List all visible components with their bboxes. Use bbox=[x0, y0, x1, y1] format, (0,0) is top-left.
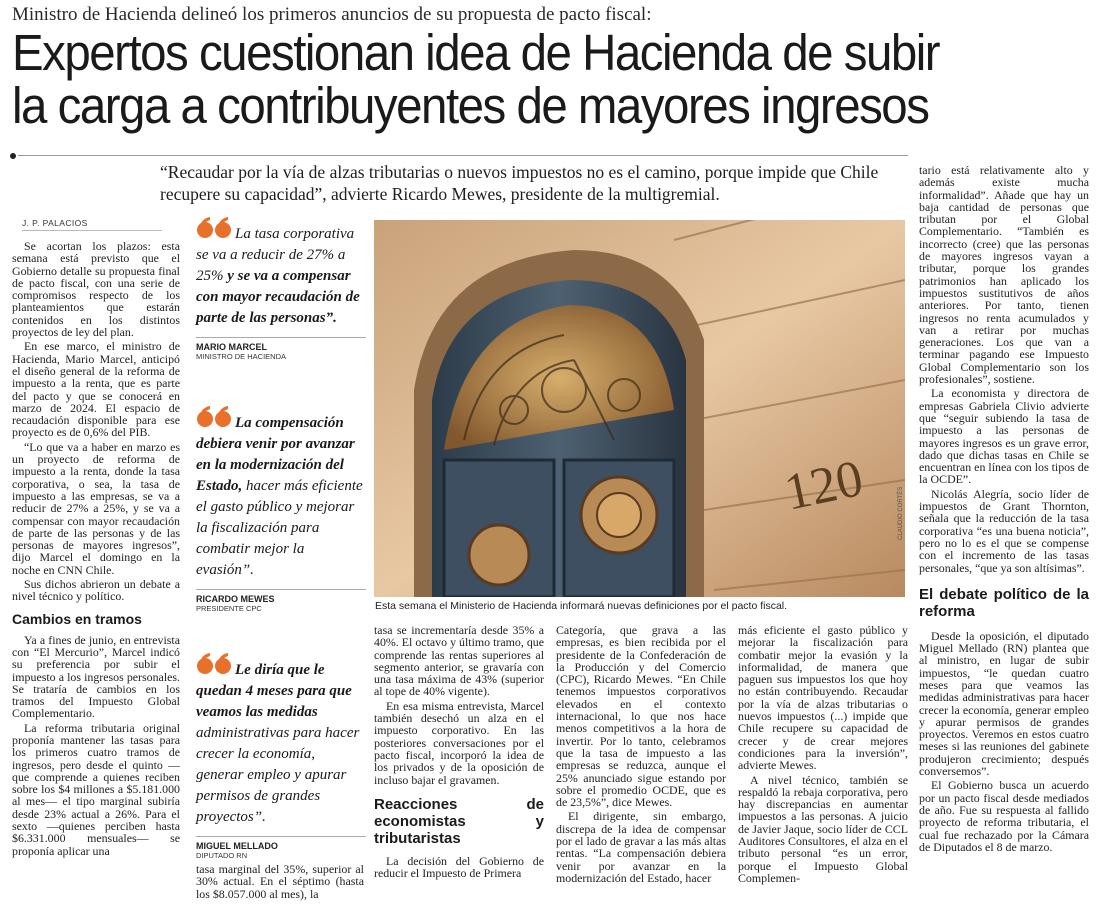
quote-bold-italic: Le diría que le quedan 4 meses para que veamos las medidas bbox=[196, 662, 352, 720]
paragraph: Desde la oposición, el diputado Miguel Mellado (RN) plantea que al ministro, en lugar de subir impuestos, “le quedan cuatro meses para que veamos las medidas administrativas para hacer crecer la economía, generar empleo y apurar permisos de grandes proyectos. Veremos en estos cuatro meses si las reuniones del gabinete produjeron crecimiento; después conversemos”. bbox=[919, 628, 1089, 779]
column-6 bbox=[919, 164, 1089, 855]
paragraph: A nivel técnico, también se respaldó la rebaja corporativa, pero hay discrepancias en aumentar impuestos a las personas. A juicio de Javier Jaque, socio líder de CCL Auditores Consultores, el alza en el tributo personal “es un error, porque el Impuesto Global Complemen- bbox=[738, 772, 908, 885]
quote-plain: hacer más eficiente el gasto público y mejorar la fiscalización para combatir mejor la evasión”. bbox=[196, 478, 363, 578]
bullet-dot bbox=[10, 153, 16, 159]
photo-credit: CLAUDIO CORTÉS bbox=[898, 486, 904, 540]
kicker: Ministro de Hacienda delineó los primeros anuncios de su propuesta de pacto fiscal: bbox=[12, 4, 652, 25]
paragraph: Sus dichos abrieron un debate a nivel técnico y político. bbox=[12, 577, 180, 604]
quote-role: PRESIDENTE CPC bbox=[196, 604, 262, 613]
byline-rule bbox=[22, 230, 162, 231]
quote-author: MIGUEL MELLADO bbox=[196, 841, 278, 851]
standfirst: “Recaudar por la vía de alzas tributarias o nuevos impuestos no es el camino, porque impide que Chile recupere su capacidad”, advierte Ricardo Mewes, presidente de la multigremial. bbox=[160, 162, 879, 204]
paragraph: tasa marginal del 35%, superior al 30% actual. En el séptimo (hasta los $8.057.000 al mes), la bbox=[196, 862, 364, 901]
paragraph: Se acortan los plazos: esta semana está previsto que el Gobierno detalle su propuesta final de pacto fiscal, con una serie de compromisos respecto de los planteamientos que estarán contenidos en los distintos proyectos de ley del plan. bbox=[12, 239, 180, 340]
door-number: 120 bbox=[779, 449, 868, 522]
column-5 bbox=[738, 624, 908, 886]
subhead-debate-politico: El debate político de la reforma bbox=[919, 585, 1089, 620]
paragraph: Categoría, que grava a las empresas, es bien recibida por el presidente de la Confederación de la Producción y del Comercio (CPC), Ricardo Mewes. “En Chile tenemos impuestos corporativos elevados en el contexto internacional, lo que nos hace menos competitivos a la hora de invertir. Por lo tanto, celebramos que la tasa de impuesto a las empresas se reduzca, aunque el 25% anunciado sigue estando por sobre el promedio OCDE, que es de 23,5%”, dice Mewes. bbox=[556, 623, 726, 810]
photo-illustration bbox=[374, 220, 905, 597]
quote-role: DIPUTADO RN bbox=[196, 851, 248, 860]
pull-quote-3 bbox=[196, 652, 364, 860]
headline-line-1: Expertos cuestionan idea de Hacienda de subir bbox=[12, 24, 940, 81]
quote-mark-icon bbox=[196, 216, 232, 240]
column-2-tail bbox=[196, 863, 364, 902]
photo-caption: Esta semana el Ministerio de Hacienda informará nuevas definiciones por el pacto fiscal. bbox=[375, 600, 788, 612]
pull-quote-1 bbox=[196, 216, 364, 361]
paragraph: El dirigente, sin embargo, discrepa de la idea de compensar por el lado de gravar a las más altas rentas. “La compensación debiera venir por avanzar en la modernización del Estado, hacer bbox=[556, 809, 726, 885]
headline-line-2: la carga a contribuyentes de mayores ingresos bbox=[12, 77, 929, 134]
quote-plain: administrativas para hacer crecer la economía, generar empleo y apurar permisos de grandes proyectos”. bbox=[196, 725, 360, 825]
paragraph: más eficiente el gasto público y mejorar la fiscalización para combatir mejor la evasión y la informalidad, de manera que paguen sus impuestos los que hoy no están contribuyendo. Recaudar por la vía de alzas tributarias o nuevos impuestos (...) impide que Chile recupere su capacidad de crecer y de crear mejores condiciones para la inversión”, advierte Mewes. bbox=[738, 623, 908, 773]
column-1 bbox=[12, 240, 180, 859]
quote-author: MARIO MARCEL bbox=[196, 342, 267, 352]
paragraph: Nicolás Alegría, socio líder de impuestos de Grant Thornton, señala que la reducción de la tasa corporativa “es una buena noticia”, pero no lo es el que se compense con el incremento de las tasas personales, “que ya son altísimas”. bbox=[919, 486, 1089, 575]
quote-rule bbox=[196, 836, 366, 837]
quote-rule bbox=[196, 589, 366, 590]
quote-bold-italic: La compensación debiera venir por avanzar en la modernización del Estado, bbox=[196, 415, 355, 494]
quote-text bbox=[196, 652, 364, 828]
quote-text bbox=[196, 405, 364, 581]
header-rule bbox=[18, 155, 908, 156]
paragraph: La decisión del Gobierno de reducir el Impuesto de Primera bbox=[374, 853, 544, 881]
quote-bold-italic: La tasa corporativa se va a reducir de 27% a 25% bbox=[196, 226, 355, 284]
quote-bold: y se va a compensar con mayor recaudación de parte de las personas”. bbox=[196, 268, 360, 326]
quote-mark-icon bbox=[196, 652, 232, 676]
paragraph: La economista y directora de empresas Gabriela Clivio advierte que “seguir subiendo la tasa de impuesto a las personas de mayores ingresos es un grave error, dado que dichas tasas en Chile se encuentran en línea con los tipos de la OCDE”. bbox=[919, 386, 1089, 487]
subhead-reacciones: Reacciones de economistas y tributaristas bbox=[374, 795, 544, 847]
paragraph: El Gobierno busca un acuerdo por un pacto fiscal desde mediados de año. Fue su respuesta al fallido proyecto de reforma tributaria, el cual fue rechazado por la Cámara de Diputados el 8 de marzo. bbox=[919, 778, 1089, 854]
paragraph: “Lo que va a haber en marzo es un proyecto de reforma de impuesto a la renta, donde la tasa corporativa, o sea, la tasa de impuesto a las empresas, se va a reducir de 27% a 25%, y se va a compensar con mayor recaudación de parte de las personas y de las personas de mayores ingresos”, dijo Marcel el domingo en la noche en CNN Chile. bbox=[12, 439, 180, 577]
paragraph: tasa se incrementaría desde 35% a 40%. El octavo y último tramo, que comprende las rentas superiores al segmento anterior, se gravaría con una tasa máxima de 43% (superior al tope de 40% vigente). bbox=[374, 623, 544, 699]
paragraph: La reforma tributaria original proponía mantener las tasas para los primeros cuatro tramos de ingresos, pero desde el quinto —que comprende a quienes reciben sobre los $4 millones a $5.181.000 al mes— el tipo marginal subiría desde 23% actual a 26%. Para el sexto —quienes perciben hasta $6.331.000 mensuales— se proponía aplicar una bbox=[12, 720, 180, 858]
column-4 bbox=[556, 624, 726, 886]
quote-role: MINISTRO DE HACIENDA bbox=[196, 352, 287, 361]
subhead-cambios: Cambios en tramos bbox=[12, 610, 142, 627]
paragraph: En esa misma entrevista, Marcel también desechó un alza en el impuesto corporativo. En las posteriores conversaciones por el pacto fiscal, incorporó la idea de los privados y de la oposición de incluso bajar el gravamen. bbox=[374, 698, 544, 787]
quote-text bbox=[196, 216, 364, 329]
paragraph: tario está relativamente alto y además existe mucha informalidad”. Añade que hay un baja cantidad de personas que tributan por el Global Complementario. “También es incorrecto (cree) que las personas de mayores ingresos vayan a tributar, porque los grandes patrimonios han aplicado los impuestos sustitutivos de años anteriores. Por tanto, tienen ingresos no renta acumulados y van a retirar por muchas generaciones. Los que van a terminar pagando ese Impuesto Global Complementario son los profesionales”, sostiene. bbox=[919, 163, 1089, 387]
byline: J. P. PALACIOS bbox=[22, 218, 88, 228]
paragraph: Ya a fines de junio, en entrevista con “El Mercurio”, Marcel indicó su preferencia por subir el impuesto a los ingresos personales. Se trataría de cambios en los tramos del Impuesto Global Complementario. bbox=[12, 632, 180, 721]
paragraph: En ese marco, el ministro de Hacienda, Mario Marcel, anticipó el diseño general de la reforma de impuesto a la renta, que es parte del pacto y que se conocerá en marzo de 2024. El espacio de recaudación disponible para ese proyecto es de 0,6% del PIB. bbox=[12, 339, 180, 440]
quote-mark-icon bbox=[196, 405, 232, 429]
quote-author: RICARDO MEWES bbox=[196, 594, 275, 604]
pull-quote-2 bbox=[196, 405, 364, 613]
column-3 bbox=[374, 624, 544, 881]
quote-rule bbox=[196, 337, 366, 338]
photo-building-door bbox=[374, 220, 905, 597]
headline bbox=[12, 26, 1063, 132]
